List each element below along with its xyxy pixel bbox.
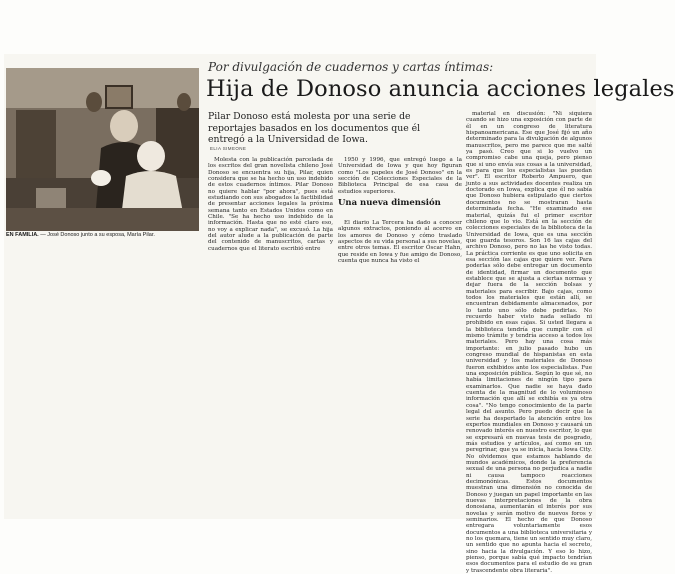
- headline: Hija de Donoso anuncia acciones legales: [206, 76, 675, 102]
- family-photo: [6, 68, 199, 231]
- kicker: Por divulgación de cuadernos y cartas íntimas:: [208, 60, 494, 74]
- col2b-text: El diario La Tercera ha dado a conocer algunos extractos, poniendo al acervo en los amores de Donoso y cómo traslado aspectos de su vida personal a sus novelas, entre otros temas. El escritor Óscar Hahn, que reside en Iowa y fue amigo de Donoso, cuenta que nunca ha visto el: [338, 220, 462, 265]
- col1-text: Molesta con la publicación parcelada de los escritos del gran novelista chileno José Donoso se encuentra su hija, Pilar, quien considera que se ha hecho un uso indebido de estos cuadernos íntimos. Pilar Donoso no quiere hablar "por ahora", pues está estudiando con sus abogados la factibilidad de presentar acciones legales la próxima semana tanto en Estados Unidos como en Chile. "Se ha hecho uso indebido de la información. Hasta que no esté claro eso, no voy a explicar nada", se excusó. La hija del autor alude a la publicación de parte del contenido de manuscritos, cartas y cuadernos que el literato escribió entre: [208, 157, 333, 252]
- photo-illustration: [6, 68, 199, 231]
- col3-text: material en discusión: "Ni siquiera cuando se hizo una exposición con parte de él en un congreso de literatura hispanoamericana. Ese que José fijó un año determinado para la divulgación de algunos manuscritos, pero me parece que me salté ya pasó. Creo que si lo vuelvo un compromiso cabe una queja, pero pienso que si uno envía sus cosas a la universidad, es para que los especialistas las puedan ver". El escritor Roberto Ampuero, que junto a sus actividades docentes realiza un doctorado en Iowa, explica que él no sabía que Donoso hubiera estipulado que ciertos documentos no se mostraran hasta determinada fecha. "He examinado ese material, quizás fui el primer escritor chileno que lo vio. Está en la sección de colecciones especiales de la biblioteca de la Universidad de Iowa, que es una sección que guarda tesoros. Son 16 las cajas del archivo Donoso, pero no las he visto todas. La práctica corriente es que uno solicita en esa sección las cajas que quiere ver. Para poderlas sólo debe entregar un documento de identidad, firmar un documento que establece que se ajusta a ciertas normas y dejar fuera de la sección bolsas y materiales para escribir. Bajo cajas, como todos los materiales que están allí, se encuentran debidamente almacenados, por lo tanto uno sólo debe pedirlas. No recuerdo haber visto nada sellado ni prohibido en esas cajas. Si usted llegara a la biblioteca tendría que cumplir con el mismo trámite y tendría acceso a todos los materiales. Pero hay una cosa más importante: en julio pasado hubo un congreso mundial de hispanistas en esta universidad y los materiales de Donoso fueron exhibidos ante los especialistas. Fue una exposición pública. Según lo que sé, no había limitaciones de ningún tipo para examinarlos. Que nadie se haya dado cuenta de la magnitud de lo voluminoso información que allí se exhibía es ya otra cosa". "No tengo conocimiento de la parte legal del asunto. Pero puedo decir que la serie ha despertado la atención entre los expertos mundiales en Donoso y causará un renovado interés en nuestro escritor, lo que se expresará en nuevas tesis de posgrado, más estudios y artículos, así como en un peregrinar, que ya se inicia, hacia Iowa City. No olvidemos que estamos hablando de mundos académicos, donde la preferencia sexual de una persona no perjudica a nadie ni causa tampoco reacciones decimonónicas. Estos documentos muestran una dimensión no conocida de Donoso y juegan un papel importante en las nuevas interpretaciones de la obra donosiana, aumentarán el interés por sus novelas y serán motivo de nuevos foros y seminarios. El hecho de que Donoso entregara voluntariamente esos documentos a una biblioteca universitaria y no los quemara, tiene un sentido muy claro, un sentido que no apunta hacia el secreto, sino hacia la divulgación. Y eso lo hizo, pienso, porque sabía qué impacto tendrían esos documentos para el estudio de su gran y trascendente obra literaria".: [466, 111, 592, 574]
- article-column-1: [208, 157, 333, 252]
- caption-text: — José Donoso junto a su esposa, María Pilar.: [40, 232, 155, 238]
- article-column-2b: [338, 220, 462, 265]
- col2-text: 1950 y 1996, que entregó luego a la Universidad de Iowa y que hoy figuran como "Los papeles de José Donoso" en la sección de Colecciones Especiales de la Biblioteca Principal de esa casa de estudios superiores.: [338, 157, 462, 195]
- caption-label: EN FAMILIA.: [6, 232, 39, 238]
- subheading: Una nueva dimensión: [338, 198, 441, 208]
- dek: Pilar Donoso está molesta por una serie de reportajes basados en los documentos que él entregó a la Universidad de Iowa.: [208, 111, 421, 146]
- article-column-3: [466, 111, 592, 574]
- byline: ELIA SIMEONE: [210, 146, 247, 151]
- article-column-2: [338, 157, 462, 195]
- photo-caption: [6, 232, 201, 239]
